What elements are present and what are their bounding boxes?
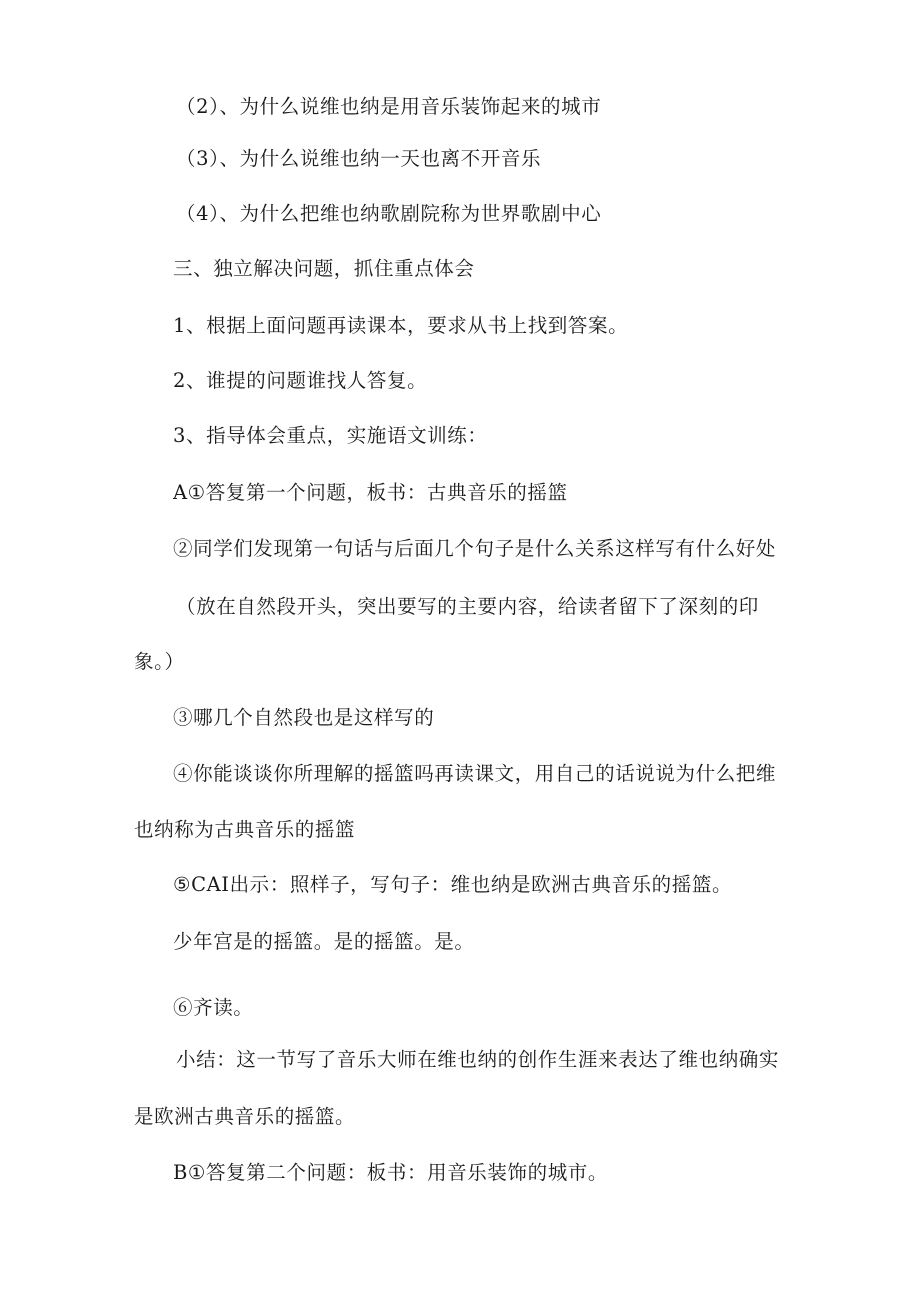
summary-cont: 是欧洲古典音乐的摇篮。 xyxy=(134,1105,356,1128)
answer-a5: ⑤CAI出示：照样子，写句子：维也纳是欧洲古典音乐的摇篮。 xyxy=(173,873,733,896)
answer-a1: A①答复第一个问题，板书：古典音乐的摇篮 xyxy=(173,481,568,504)
answer-a6: ⑥齐读。 xyxy=(173,996,254,1019)
answer-a4-cont: 也纳称为古典音乐的摇篮 xyxy=(134,818,356,841)
answer-a2-note-cont: 象。） xyxy=(134,650,185,673)
answer-a4: ④你能谈谈你所理解的摇篮吗再读课文，用自己的话说说为什么把维 xyxy=(173,762,777,785)
answer-b1: B①答复第二个问题：板书：用音乐装饰的城市。 xyxy=(173,1161,609,1184)
question-2: （2）、为什么说维也纳是用音乐装饰起来的城市 xyxy=(176,95,602,118)
answer-a2: ②同学们发现第一句话与后面几个句子是什么关系这样写有什么好处 xyxy=(173,537,777,560)
answer-a3: ③哪几个自然段也是这样写的 xyxy=(173,706,435,729)
answer-a2-note: （放在自然段开头，突出要写的主要内容，给读者留下了深刻的印 xyxy=(176,595,759,618)
section-heading: 三、独立解决问题，抓住重点体会 xyxy=(173,257,475,280)
answer-a5-exercise: 少年宫是的摇篮。是的摇篮。是。 xyxy=(173,930,475,953)
summary: 小结：这一节写了音乐大师在维也纳的创作生涯来表达了维也纳确实 xyxy=(176,1048,780,1071)
step-2: 2、谁提的问题谁找人答复。 xyxy=(173,369,428,392)
step-1: 1、根据上面问题再读课本，要求从书上找到答案。 xyxy=(173,314,629,337)
question-4: （4）、为什么把维也纳歌剧院称为世界歌剧中心 xyxy=(176,202,602,225)
question-3: （3）、为什么说维也纳一天也离不开音乐 xyxy=(176,147,542,170)
step-3: 3、指导体会重点，实施语文训练： xyxy=(173,424,488,447)
